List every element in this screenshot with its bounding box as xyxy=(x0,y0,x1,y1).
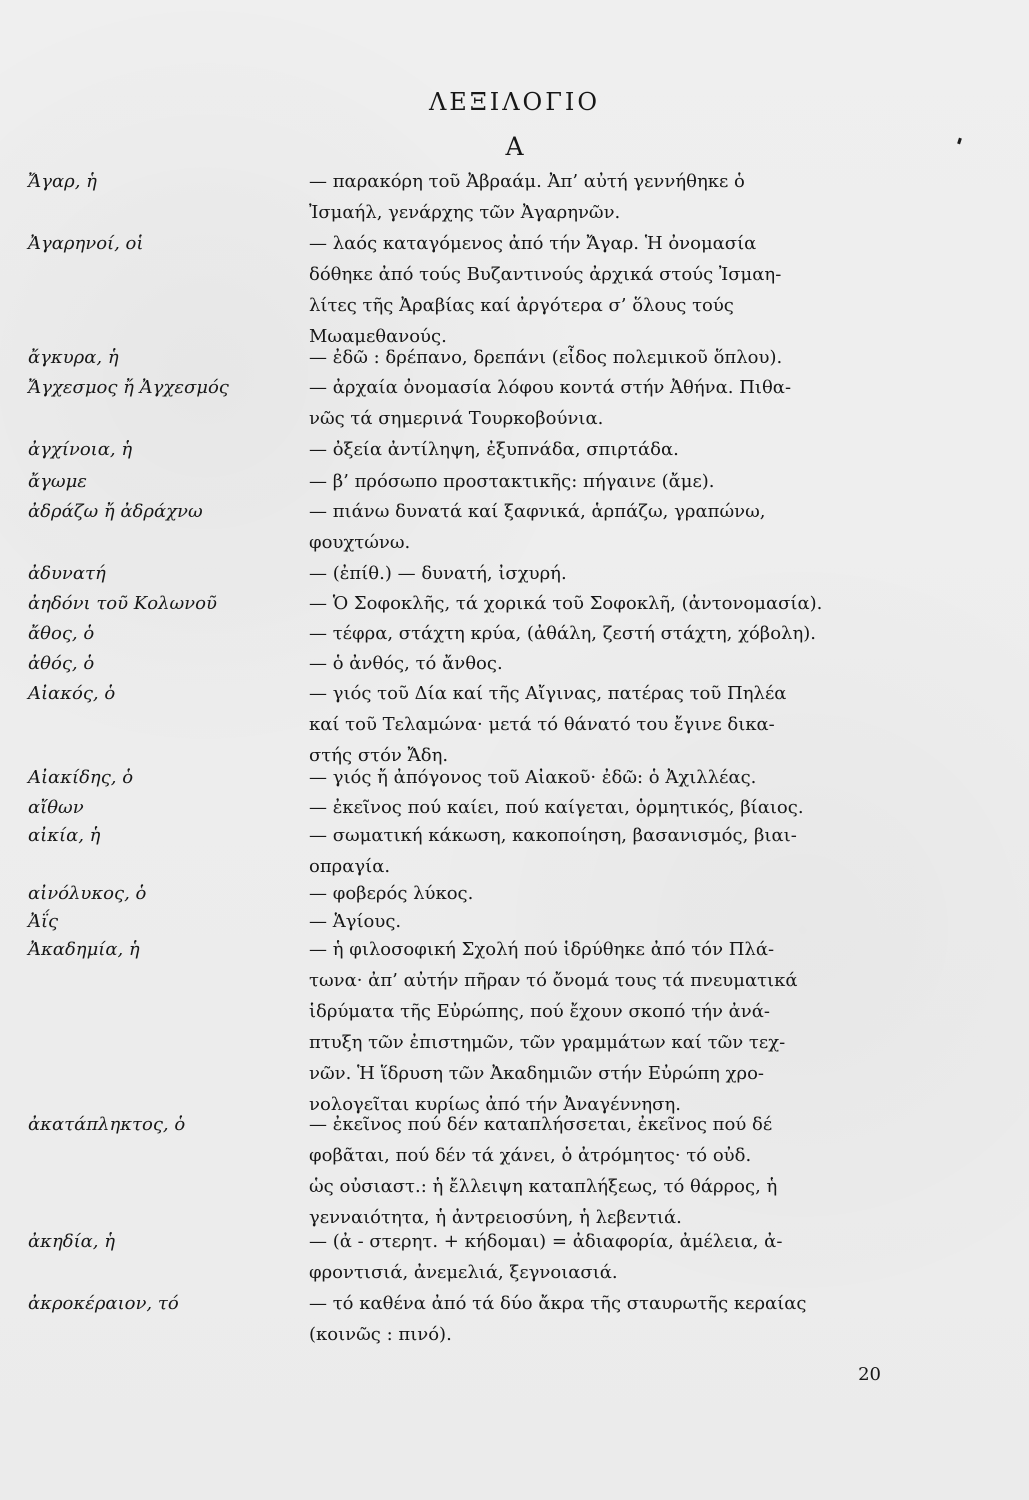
glossary-entry-aiakos xyxy=(28,678,878,766)
entry-term: ἄγωμε xyxy=(28,471,87,492)
entry-definition xyxy=(309,1226,874,1288)
entry-term: ἀγχίνοια, ἡ xyxy=(28,439,133,460)
definition-line: (κοινῶς : πινό). xyxy=(309,1324,452,1345)
entry-term: ἀκατάπληκτος, ὁ xyxy=(28,1114,186,1135)
definition-line: νῶς τά σημερινά Τουρκοβούνια. xyxy=(309,408,604,429)
definition-line: — ἡ φιλοσοφική Σχολή πού ἱδρύθηκε ἀπό τόν Πλά- xyxy=(309,939,775,960)
glossary-entry-agar xyxy=(28,166,878,223)
entry-definition xyxy=(309,588,874,619)
entry-term: αἴθων xyxy=(28,797,84,818)
definition-line: Μωαμεθανούς. xyxy=(309,326,447,347)
definition-line: καί τοῦ Τελαμώνα· μετά τό θάνατό του ἔγινε δικα- xyxy=(309,714,775,735)
definition-line: τωνα· ἀπ’ αὐτήν πῆραν τό ὄνομά τους τά πνευματικά xyxy=(309,970,798,991)
entry-definition xyxy=(309,228,874,352)
entry-definition xyxy=(309,1109,874,1233)
entry-definition xyxy=(309,434,874,465)
definition-line: φροντισιά, ἀνεμελιά, ξεγνοιασιά. xyxy=(309,1262,618,1283)
definition-line: — ἐκεῖνος πού δέν καταπλήσσεται, ἐκεῖνος πού δέ xyxy=(309,1114,773,1135)
definition-line: φοβᾶται, πού δέν τά χάνει, ὁ ἀτρόμητος· τό οὐδ. xyxy=(309,1145,752,1166)
entry-definition xyxy=(309,342,874,373)
glossary-entry-aidoni xyxy=(28,588,878,614)
definition-line: — ἐδῶ : δρέπανο, δρεπάνι (εἶδος πολεμικοῦ ὅπλου). xyxy=(309,347,783,368)
definition-line: νῶν. Ἡ ἵδρυση τῶν Ἀκαδημιῶν στήν Εὐρώπη χρο- xyxy=(309,1063,765,1084)
definition-line: — σωματική κάκωση, κακοποίηση, βασανισμός, βιαι- xyxy=(309,825,797,846)
entry-definition xyxy=(309,618,874,649)
entry-term: αἰκία, ἡ xyxy=(28,825,101,846)
definition-line: πτυξη τῶν ἐπιστημῶν, τῶν γραμμάτων καί τῶν τεχ- xyxy=(309,1032,786,1053)
glossary-entry-athos xyxy=(28,618,878,644)
entry-definition xyxy=(309,934,874,1120)
definition-line: — (ἐπίθ.) — δυνατή, ἰσχυρή. xyxy=(309,563,567,584)
definition-line: — γιός ἤ ἀπόγονος τοῦ Αἰακοῦ· ἐδῶ: ὁ Ἀχιλλέας. xyxy=(309,767,757,788)
entry-definition xyxy=(309,466,874,497)
entry-term: ἄθος, ὁ xyxy=(28,623,95,644)
glossary-entry-agome xyxy=(28,466,878,492)
entry-definition xyxy=(309,792,874,823)
entry-term: ἀκηδία, ἡ xyxy=(28,1231,116,1252)
glossary-entry-adynati xyxy=(28,558,878,584)
entry-definition xyxy=(309,166,874,228)
definition-line: — Ἁγίους. xyxy=(309,911,402,932)
definition-line: — πιάνω δυνατά καί ξαφνικά, ἁρπάζω, γραπώνω, xyxy=(309,501,766,522)
definition-line: — ὀξεία ἀντίληψη, ἐξυπνάδα, σπιρτάδα. xyxy=(309,439,679,460)
glossary-entry-akidia xyxy=(28,1226,878,1283)
entry-definition xyxy=(309,648,874,679)
glossary-entry-aiakidis xyxy=(28,762,878,788)
entry-definition xyxy=(309,1288,874,1350)
definition-line: — τέφρα, στάχτη κρύα, (ἀθάλη, ζεστή στάχτη, χόβολη). xyxy=(309,623,816,644)
definition-line: — β’ πρόσωπο προστακτικῆς: πήγαινε (ἄμε). xyxy=(309,471,715,492)
glossary-entry-akadimia xyxy=(28,934,878,1115)
definition-line: Ἰσμαήλ, γενάρχης τῶν Ἀγαρηνῶν. xyxy=(309,202,621,223)
definition-line: φουχτώνω. xyxy=(309,532,411,553)
glossary-entry-agchesmos xyxy=(28,372,878,429)
entry-definition xyxy=(309,878,874,909)
definition-line: — ὁ ἀνθός, τό ἄνθος. xyxy=(309,653,503,674)
definition-line: γενναιότητα, ἡ ἀντρειοσύνη, ἡ λεβεντιά. xyxy=(309,1207,682,1228)
entry-definition xyxy=(309,558,874,589)
entry-definition xyxy=(309,678,874,771)
entry-definition xyxy=(309,496,874,558)
definition-line: — (ἀ - στερητ. + κήδομαι) = ἀδιαφορία, ἀμέλεια, ἀ- xyxy=(309,1231,783,1252)
entry-definition xyxy=(309,820,874,882)
entry-term: ἄγκυρα, ἡ xyxy=(28,347,119,368)
entry-term: Ἀγαρηνοί, οἱ xyxy=(28,233,144,254)
entry-term: Αἰακίδης, ὁ xyxy=(28,767,134,788)
definition-line: ὡς οὐσιαστ.: ἡ ἔλλειψη καταπλήξεως, τό θάρρος, ἡ xyxy=(309,1176,778,1197)
glossary-entry-ais xyxy=(28,906,878,932)
definition-line: ἱδρύματα τῆς Εὐρώπης, πού ἔχουν σκοπό τήν ἀνά- xyxy=(309,1001,770,1022)
section-letter: Α xyxy=(505,132,524,161)
definition-line: — λαός καταγόμενος ἀπό τήν Ἄγαρ. Ἡ ὀνομασία xyxy=(309,233,757,254)
entry-term: Ἄγχεσμος ἤ Ἀγχεσμός xyxy=(28,377,229,398)
definition-line: — φοβερός λύκος. xyxy=(309,883,474,904)
glossary-entry-adrazo xyxy=(28,496,878,553)
definition-line: — Ὁ Σοφοκλῆς, τά χορικά τοῦ Σοφοκλῆ, (ἀντονομασία). xyxy=(309,593,823,614)
entry-term: ἀδυνατή xyxy=(28,563,106,584)
definition-line: — γιός τοῦ Δία καί τῆς Αἴγινας, πατέρας τοῦ Πηλέα xyxy=(309,683,787,704)
definition-line: οπραγία. xyxy=(309,856,391,877)
definition-line: — παρακόρη τοῦ Ἀβραάμ. Ἀπ’ αὐτή γεννήθηκε ὁ xyxy=(309,171,745,192)
definition-line: δόθηκε ἀπό τούς Βυζαντινούς ἀρχικά στούς Ἰσμαη- xyxy=(309,264,782,285)
glossary-entry-akrokeraion xyxy=(28,1288,878,1345)
definition-line: στής στόν Ἄδη. xyxy=(309,745,449,766)
definition-line: — τό καθένα ἀπό τά δύο ἄκρα τῆς σταυρωτῆς κεραίας xyxy=(309,1293,807,1314)
glossary-entry-agarenoi xyxy=(28,228,878,347)
page-title: ΛΕΞΙΛΟΓΙΟ xyxy=(428,88,601,116)
entry-term: ἀθός, ὁ xyxy=(28,653,95,674)
entry-definition xyxy=(309,906,874,937)
entry-term: Ἀκαδημία, ἡ xyxy=(28,939,140,960)
definition-line: νολογεῖται κυρίως ἀπό τήν Ἀναγέννηση. xyxy=(309,1094,681,1115)
definition-line: — ἀρχαία ὀνομασία λόφου κοντά στήν Ἀθήνα. Πιθα- xyxy=(309,377,792,398)
entry-term: ἀκροκέραιον, τό xyxy=(28,1293,179,1314)
glossary-entry-agchinoia xyxy=(28,434,878,460)
entry-term: ἀηδόνι τοῦ Κολωνοῦ xyxy=(28,593,217,614)
definition-line: — ἐκεῖνος πού καίει, πού καίγεται, ὁρμητικός, βίαιος. xyxy=(309,797,804,818)
glossary-entry-agkyra xyxy=(28,342,878,368)
glossary-entry-aithon xyxy=(28,792,878,818)
glossary-entry-aikia xyxy=(28,820,878,877)
page-number: 20 xyxy=(858,1364,881,1385)
definition-line: λίτες τῆς Ἀραβίας καί ἀργότερα σ’ ὅλους τούς xyxy=(309,295,734,316)
entry-term: Ἄγαρ, ἡ xyxy=(28,171,97,192)
entry-definition xyxy=(309,762,874,793)
entry-term: αἰνόλυκος, ὁ xyxy=(28,883,147,904)
entry-term: ἀδράζω ἤ ἀδράχνω xyxy=(28,501,203,522)
entry-definition xyxy=(309,372,874,434)
entry-term: Αἰακός, ὁ xyxy=(28,683,116,704)
entry-term: Ἀΐς xyxy=(28,911,59,932)
glossary-entry-ainolykos xyxy=(28,878,878,904)
glossary-entry-akatapliktos xyxy=(28,1109,878,1228)
glossary-entry-anthos xyxy=(28,648,878,674)
